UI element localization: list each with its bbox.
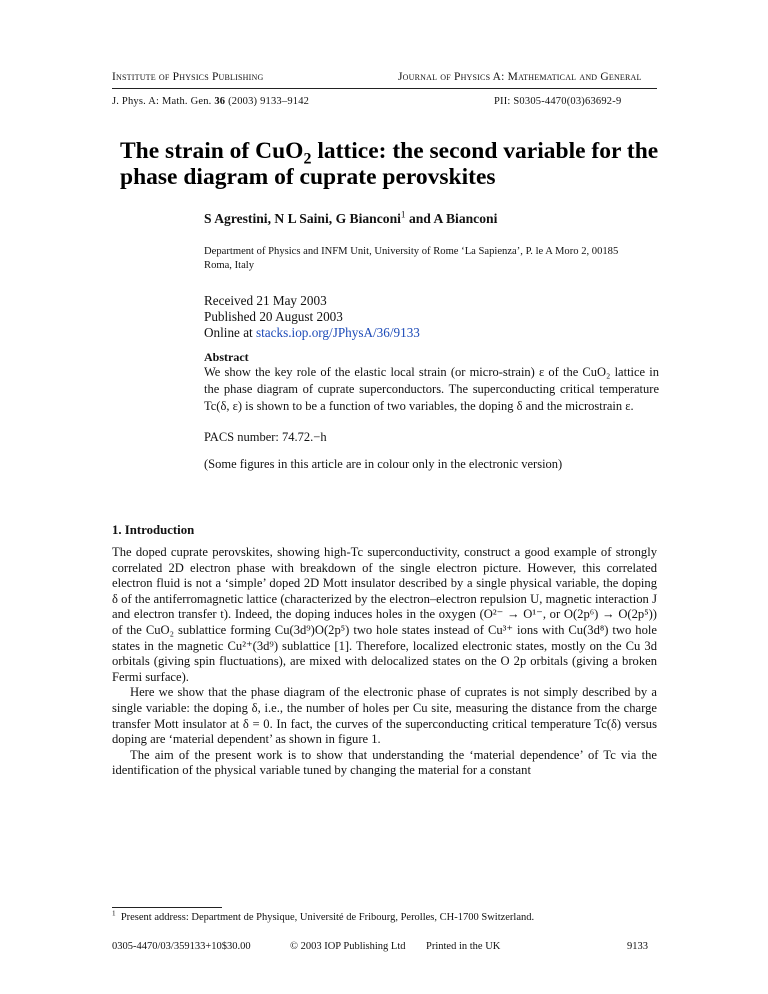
published-date: Published 20 August 2003 [204,309,343,324]
author-list [204,211,497,227]
paragraph-3: The aim of the present work is to show that understanding the ‘material dependence’ of Tc via the identification of the physical variable tuned by changing the material for a constant [112,747,657,778]
received-date: Received 21 May 2003 [204,293,327,308]
author-footnote-mark: 1 [400,209,406,220]
citation-rest: (2003) 9133–9142 [228,96,310,107]
footnote-text: Present address: Department de Physique, Université de Fribourg, Perolles, CH-1700 Switzerland. [120,912,535,923]
title-part-2: lattice: the second variable for the phase diagram of cuprate perovskites [120,138,659,190]
journal-name: Journal of Physics A: Mathematical and General [398,71,642,83]
title-part-1: The strain of CuO [120,138,304,164]
abstract-text: We show the key role of the elastic local strain (or micro-strain) ε of the CuO₂ lattice in the phase diagram of cuprate superconductors. The superconducting critical temperature Tc(δ, ε) is shown to be a function of two variables, the doping δ and the microstrain ε. [204,365,659,413]
citation-volume: 36 [214,96,226,107]
footnote-rule [112,907,222,908]
online-link[interactable]: stacks.iop.org/JPhysA/36/9133 [256,325,420,340]
authors-b: and A Bianconi [405,211,498,226]
paragraph-2: Here we show that the phase diagram of the electronic phase of cuprates is not simply described by a single variable: the doping δ, i.e., the number of holes per Cu site, measuring the distance from the charge transfer Mott insulator at δ = 0. In fact, the curves of the superconducting critical temperature Tc(δ) versus doping are ‘material dependent’ as shown in figure 1. [112,685,657,747]
footer-printed: Printed in the UK [426,941,501,952]
footer-code: 0305-4470/03/359133+10$30.00 [112,941,251,952]
citation-prefix: J. Phys. A: Math. Gen. [112,96,212,107]
footer-copyright: © 2003 IOP Publishing Ltd [290,941,406,952]
header-rule [112,88,657,89]
article-title [120,138,680,190]
abstract-heading: Abstract [204,350,249,364]
authors-a: S Agrestini, N L Saini, G Bianconi [204,211,401,226]
publication-dates [204,293,420,341]
body-text [112,545,657,779]
title-subscript: 2 [303,150,312,168]
footnote-mark: 1 [112,909,116,918]
paragraph-1: The doped cuprate perovskites, showing high-Tc superconductivity, construct a good example of strongly correlated 2D electron phase with breakdown of the single electron picture. However, this correlated electron fluid is not a ‘simple’ doped 2D Mott insulator described by a single physical variable, the doping δ of the antiferromagnetic lattice (characterized by the electron–electron repulsion U, magnetic interaction J and electron transfer t). Indeed, the doping induces holes in the oxygen (O²⁻ → O¹⁻, or O(2p⁶) → O(2p⁵)) of the CuO₂ sublattice forming Cu(3d⁹)O(2p⁵) two hole states instead of Cu³⁺ ions with Cu(3d⁸) two hole states in the magnetic Cu²⁺(3d⁹) sublattice [1]. Therefore, localized electronic states, mostly on the Cu 3d orbitals (giving spin fluctuations), are mixed with delocalized states on the O 2p orbitals (giving a broken Fermi surface). [112,545,657,684]
publisher-name: Institute of Physics Publishing [112,71,264,83]
pacs-number: PACS number: 74.72.−h [204,430,327,444]
footnote [112,909,535,923]
online-prefix: Online at [204,325,257,340]
colour-note: (Some figures in this article are in colour only in the electronic version) [204,457,563,471]
affiliation: Department of Physics and INFM Unit, University of Rome ‘La Sapienza’, P. le A Moro 2, 00185 Roma, Italy [204,246,619,271]
page-number: 9133 [627,941,648,952]
citation [112,96,309,107]
online-line [204,325,420,341]
pii: PII: S0305-4470(03)63692-9 [494,96,622,107]
section-heading: 1. Introduction [112,523,195,537]
